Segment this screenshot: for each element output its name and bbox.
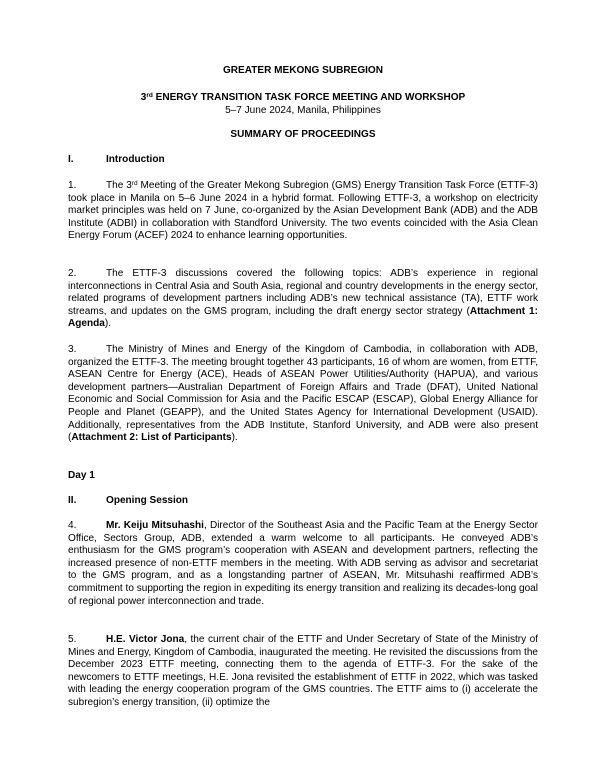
paragraph-text: The 3 <box>106 180 132 191</box>
paragraph-number: 2. <box>68 268 77 279</box>
paragraph-2 <box>68 268 538 331</box>
section-title: Opening Session <box>106 495 189 506</box>
paragraph-3 <box>68 344 538 445</box>
meeting-date-place: 5–7 June 2024, Manila, Philippines <box>225 104 381 116</box>
meeting-heading <box>68 92 538 117</box>
paragraph-text-cont: Meeting of the Greater Mekong Subregion (GMS) Energy Transition Task Force (ETTF-3) took place in Manila on 5–6 June 2024 in a hybrid format. Following ETTF-3, a workshop on electricity market principles was held on 7 June, co-organized by the Asian Development Bank (ADB) and the ADB Institute (ADBI) in collaboration with Standford University. The two events coincided with the Asia Clean Energy Forum (ACEF) 2024 to enhance learning opportunities. <box>68 180 538 242</box>
paragraph-text: , the current chair of the ETTF and Under Secretary of State of the Ministry of Mines and Energy, Kingdom of Cambodia, inaugurated the meeting. He revisited the discussions from the December 2023 ETTF meeting, connecting them to the agenda of ETTF-3. For the sake of the newcomers to ETTF meetings, H.E. Jona revisited the establishment of ETTF in 2022, which was tasked with leading the energy cooperation program of the GMS countries. The ETTF aims to (i) accelerate the subregion’s energy transition, (ii) optimize the <box>68 634 538 708</box>
paragraph-text-end: ). <box>231 432 238 444</box>
meeting-ordinal: 3 <box>140 92 147 103</box>
paragraph-5 <box>68 634 538 710</box>
section-heading-opening <box>68 495 538 508</box>
paragraph-text: , Director of the Southeast Asia and the Pacific Team at the Energy Sector Office, Sectors Group, ADB, extended a warm welcome to all participants. He conveyed ADB’s enthusiasm for the GMS program’s cooperation with ASEAN and development partners, reflecting the increased presence of non-ETTF members in the meeting. With ADB serving as advisor and secretariat to the GMS program, and as a longstanding partner of ASEAN, Mr. Mitsuhashi reaffirmed ADB’s commitment to supporting the region in expediting its energy transition and realizing its decades-long goal of regional power interconnection and trade. <box>68 520 538 607</box>
section-number: II. <box>68 495 77 506</box>
day-heading: Day 1 <box>68 470 95 481</box>
paragraph-number: 1. <box>68 180 77 191</box>
section-heading-introduction <box>68 154 538 167</box>
document-page <box>68 0 538 774</box>
paragraph-number: 3. <box>68 344 77 355</box>
meeting-ordinal-suffix: rd <box>146 92 153 99</box>
section-title: Introduction <box>106 154 165 165</box>
attachment-ref-agenda: Attachment 1: Agenda <box>68 305 538 330</box>
meeting-title: ENERGY TRANSITION TASK FORCE MEETING AND WORKSHOP <box>152 92 466 103</box>
speaker-name: Mr. Keiju Mitsuhashi <box>106 520 204 531</box>
document-title: GREATER MEKONG SUBREGION <box>222 65 383 76</box>
ordinal-suffix: rd <box>131 180 138 187</box>
section-number: I. <box>68 154 74 165</box>
paragraph-1 <box>68 180 538 243</box>
paragraph-number: 4. <box>68 520 77 531</box>
attachment-ref-participants: Attachment 2: List of Participants <box>71 432 232 444</box>
speaker-name: H.E. Victor Jona <box>106 634 185 645</box>
paragraph-text: The ETTF-3 discussions covered the following topics: ADB’s experience in regional interconnections in Central Asia and South Asia, regional and country developments in the energy sector, related programs of development partners including ADB’s new technical assistance (TA), ETTF work streams, and updates on the GMS program, including the draft energy sector strategy ( <box>68 268 538 317</box>
paragraph-text-end: ). <box>104 318 111 330</box>
paragraph-4 <box>68 520 538 608</box>
paragraph-number: 5. <box>68 634 77 645</box>
meeting-title-line <box>68 92 538 105</box>
paragraph-text: The Ministry of Mines and Energy of the Kingdom of Cambodia, in collaboration with ADB, organized the ETTF-3. The meeting brought together 43 participants, 16 of whom are women, from ETTF, ASEAN Centre for Energy (ACE), Heads of ASEAN Power Utilities/Authority (HAPUA), and various development partners—Australian Department of Foreign Affairs and Trade (DFAT), United National Economic and Social Commission for Asia and the Pacific ESCAP (ESCAP), Global Energy Alliance for People and Planet (GEAPP), and the United States Agency for International Development (USAID). Additionally, representatives from the ADB Institute, Stanford University, and ADB were also present ( <box>68 344 538 444</box>
summary-heading: SUMMARY OF PROCEEDINGS <box>230 129 376 140</box>
